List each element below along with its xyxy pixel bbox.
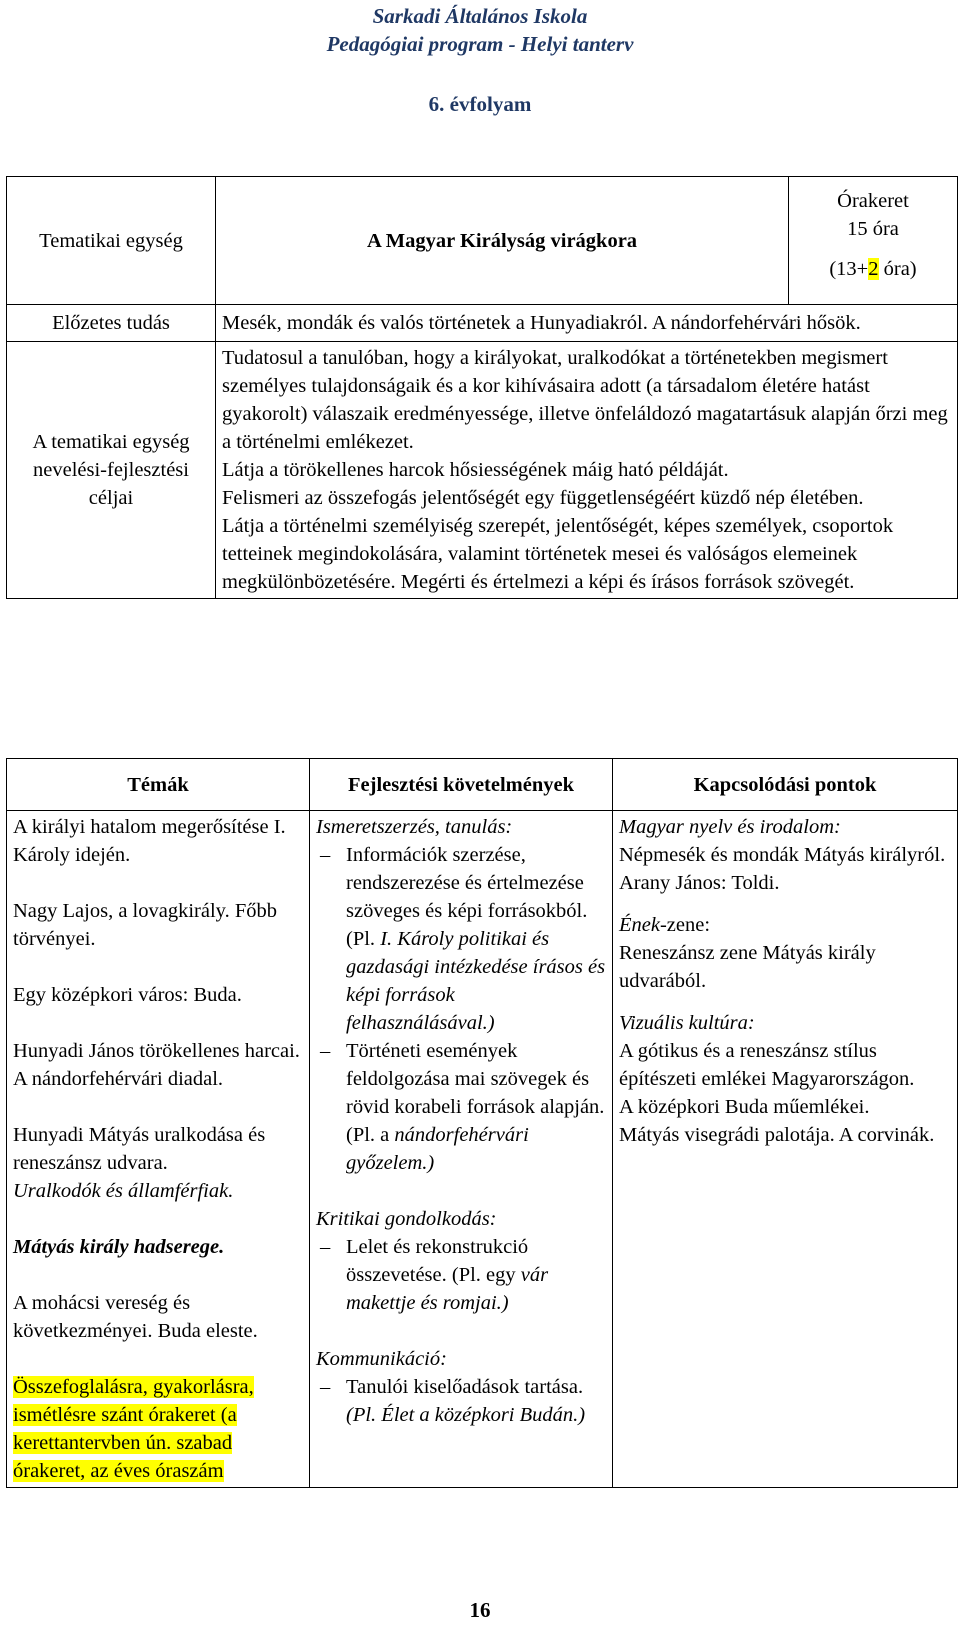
program-title: Pedagógiai program - Helyi tanterv <box>326 32 634 56</box>
req-heading-2: Kritikai gondolkodás: <box>316 1208 497 1230</box>
topic-4a: Hunyadi János törökellenes harcai. <box>13 1040 300 1062</box>
orakeret-value: 15 óra <box>847 218 899 240</box>
req-item-3 <box>316 1233 606 1317</box>
topic-5a: Hunyadi Mátyás uralkodása és reneszánsz udvara. <box>13 1124 266 1174</box>
link-value-1: Népmesék és mondák Mátyás királyról. Arany János: Toldi. <box>619 844 946 894</box>
req-item-2-example: nándorfehérvári győzelem.) <box>346 1124 529 1174</box>
req-item-1-text: Információk szerzése, rendszerezése és értelmezése szöveges és képi forrásokból. (Pl. <box>346 844 588 950</box>
req-list-2 <box>316 1233 606 1317</box>
header-fejlesztesi: Fejlesztési követelmények <box>310 759 613 811</box>
topic-2: Nagy Lajos, a lovagkirály. Főbb törvényei. <box>13 900 277 950</box>
link-value-3a: A gótikus és a reneszánsz stílus építészeti emlékei Magyarországon. <box>619 1040 915 1090</box>
orakeret-label: Órakeret <box>837 190 909 212</box>
header-temak: Témák <box>7 759 310 811</box>
req-item-4-text: Tanulói kiselőadások tartása. <box>346 1376 584 1398</box>
elozetes-label: Előzetes tudás <box>7 305 216 342</box>
ora-suffix: óra) <box>878 258 917 280</box>
req-list-1 <box>316 841 606 1177</box>
tematikai-value: A Magyar Királyság virágkora <box>216 177 789 305</box>
topics-cell <box>7 811 310 1488</box>
celok-p4: Látja a történelmi személyiség szerepét, jelentőségét, képes személyek, csoportok tetteinek megindokolására, valamint történetek mesei és valóságos elemeinek megkülönbözetésére. Megérti és értelmezi a képi és írásos források szövegét. <box>222 515 894 593</box>
topics-table <box>6 758 958 1488</box>
requirements-cell <box>310 811 613 1488</box>
topic-1: A királyi hatalom megerősítése I. Károly idején. <box>13 816 286 866</box>
celok-label: A tematikai egység nevelési-fejlesztési céljai <box>7 342 216 599</box>
link-value-2: Reneszánsz zene Mátyás király udvarából. <box>619 942 876 992</box>
page-number: 16 <box>469 1598 491 1622</box>
topic-8-text: Összefoglalásra, gyakorlásra, ismétlésre szánt órakeret (a kerettantervben ún. szabad órakeret, az éves óraszám <box>13 1376 254 1482</box>
link-value-3c: Mátyás visegrádi palotája. A corvinák. <box>619 1124 935 1146</box>
tematikai-label: Tematikai egység <box>7 177 216 305</box>
topic-4b: A nándorfehérvári diadal. <box>13 1068 224 1090</box>
req-item-3-text: Lelet és rekonstrukció összevetése. (Pl. egy <box>346 1236 529 1286</box>
link-heading-3: Vizuális kultúra: <box>619 1012 755 1034</box>
elozetes-value: Mesék, mondák és valós történetek a Hunyadiakról. A nándorfehérvári hősök. <box>216 305 958 342</box>
link-heading-2 <box>619 911 951 939</box>
topic-5b: Uralkodók és államférfiak. <box>13 1180 234 1202</box>
celok-p3: Felismeri az összefogás jelentőségét egy függetlenségéért küzdő nép életében. <box>222 487 864 509</box>
req-item-3-example: vár makettje és romjai.) <box>346 1264 549 1314</box>
topic-8 <box>13 1373 303 1485</box>
req-heading-1: Ismeretszerzés, tanulás: <box>316 816 513 838</box>
orakeret-cell <box>789 177 958 305</box>
school-name: Sarkadi Általános Iskola <box>372 4 588 28</box>
req-item-1-example: I. Károly politikai és gazdasági intézkedése írásos és képi források felhasználásával.) <box>346 928 606 1034</box>
req-list-3 <box>316 1373 606 1429</box>
orakeret-breakdown <box>795 255 951 283</box>
links-cell <box>613 811 958 1488</box>
grade-title: 6. évfolyam <box>428 92 532 116</box>
req-item-4 <box>316 1373 606 1429</box>
link-value-3b: A középkori Buda műemlékei. <box>619 1096 870 1118</box>
topic-7: A mohácsi vereség és következményei. Buda eleste. <box>13 1292 258 1342</box>
ora-prefix: (13+ <box>829 258 869 280</box>
req-item-1 <box>316 841 606 1037</box>
celok-value <box>216 342 958 599</box>
link-heading-2b: -zene: <box>659 914 711 936</box>
topic-3: Egy középkori város: Buda. <box>13 984 242 1006</box>
link-heading-1: Magyar nyelv és irodalom: <box>619 816 841 838</box>
ora-highlight: 2 <box>868 258 879 280</box>
header-kapcsolodasi: Kapcsolódási pontok <box>613 759 958 811</box>
celok-p2: Látja a törökellenes harcok hősiességének máig ható példáját. <box>222 459 729 481</box>
celok-p1: Tudatosul a tanulóban, hogy a királyokat, uralkodókat a történetekben megismert személyes tulajdonságaik és a kor kihívásaira adott (a társadalom életére hatást gyakorolt) válaszaik eredményessége, illetve önfeláldozó magatartásuk alapján őrzi meg a történelmi emlékezet. <box>222 347 948 453</box>
topic-6: Mátyás király hadserege. <box>13 1236 225 1258</box>
req-item-2-text: Történeti események feldolgozása mai szövegek és rövid korabeli források alapján. (Pl. a <box>346 1040 605 1146</box>
req-item-2 <box>316 1037 606 1177</box>
req-item-4-example: (Pl. Élet a középkori Budán.) <box>346 1404 586 1426</box>
req-heading-3: Kommunikáció: <box>316 1348 447 1370</box>
unit-table <box>6 176 958 599</box>
link-heading-2a: Ének <box>619 914 660 936</box>
